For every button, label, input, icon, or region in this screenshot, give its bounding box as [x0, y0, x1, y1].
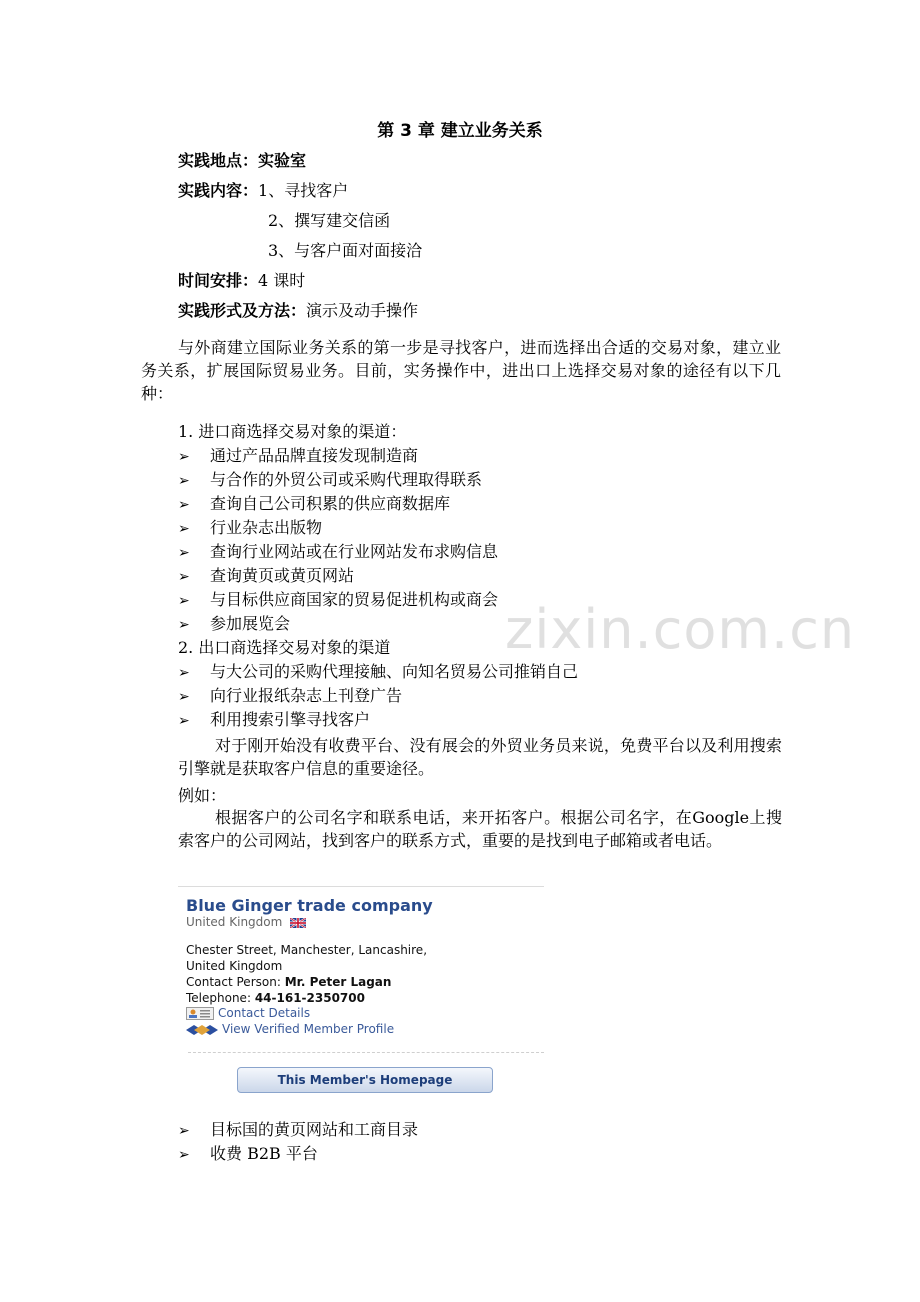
arrow-bullet-icon: ➢	[178, 449, 190, 465]
section1-heading: 1. 进口商选择交易对象的渠道：	[178, 422, 407, 441]
section1-list	[178, 444, 498, 636]
company-country: United Kingdom	[186, 915, 306, 929]
list-item: ➢ 与目标供应商国家的贸易促进机构或商会	[178, 588, 498, 612]
list-item: ➢ 与大公司的采购代理接触、向知名贸易公司推销自己	[178, 660, 578, 684]
list-item: ➢ 查询黄页或黄页网站	[178, 564, 498, 588]
list-item: ➢ 利用搜索引擎寻找客户	[178, 708, 578, 732]
arrow-bullet-icon: ➢	[178, 545, 190, 561]
arrow-bullet-icon: ➢	[178, 497, 190, 513]
arrow-bullet-icon: ➢	[178, 593, 190, 609]
content-item-line	[268, 208, 390, 231]
arrow-bullet-icon: ➢	[178, 1147, 190, 1163]
arrow-bullet-icon: ➢	[178, 617, 190, 633]
list-item: ➢ 通过产品品牌直接发现制造商	[178, 444, 498, 468]
list-item: ➢ 查询行业网站或在行业网站发布求购信息	[178, 540, 498, 564]
location-label: 实践地点：	[178, 151, 259, 170]
method-line	[178, 298, 418, 321]
list-item: ➢ 收费 B2B 平台	[178, 1142, 418, 1166]
list-item: ➢ 目标国的黄页网站和工商目录	[178, 1118, 418, 1142]
company-name[interactable]: Blue Ginger trade company	[186, 896, 433, 915]
method-value: 演示及动手操作	[306, 301, 419, 320]
example-label: 例如：	[178, 786, 227, 805]
card-divider	[178, 886, 544, 887]
intro-paragraph: 与外商建立国际业务关系的第一步是寻找客户，进而选择出合适的交易对象，建立业务关系，扩展国际贸易业务。目前，实务操作中，进出口上选择交易对象的途径有以下几种：	[141, 338, 781, 403]
content-item: 1、寻找客户	[258, 181, 349, 200]
watermark: zixin.com.cn	[505, 598, 856, 661]
location-line	[178, 148, 306, 171]
location-value: 实验室	[258, 151, 307, 170]
content-item: 3、与客户面对面接洽	[268, 241, 423, 260]
content-item: 2、撰写建交信函	[268, 211, 391, 230]
arrow-bullet-icon: ➢	[178, 473, 190, 489]
example-paragraph: 根据客户的公司名字和联系电话，来开拓客户。根据公司名字，在Google上搜索客户的公司网站，找到客户的联系方式，重要的是找到电子邮箱或者电话。	[178, 808, 782, 850]
section2-list	[178, 660, 578, 732]
section3-list	[178, 1118, 418, 1166]
verified-profile-link[interactable]: View Verified Member Profile	[186, 1022, 394, 1036]
content-line	[178, 178, 348, 201]
telephone-number: 44-161-2350700	[254, 991, 365, 1005]
verified-member-icon	[186, 1024, 218, 1036]
time-label: 时间安排：	[178, 271, 259, 290]
arrow-bullet-icon: ➢	[178, 689, 190, 705]
list-item: ➢ 行业杂志出版物	[178, 516, 498, 540]
member-homepage-button[interactable]: This Member's Homepage	[237, 1067, 493, 1093]
card-dashed-divider	[188, 1052, 544, 1053]
time-value: 4 课时	[258, 271, 306, 290]
method-label: 实践形式及方法：	[178, 301, 307, 320]
content-item-line	[268, 238, 422, 261]
contact-details-link[interactable]: Contact Details	[186, 1006, 310, 1020]
section2-heading: 2. 出口商选择交易对象的渠道	[178, 638, 391, 657]
contact-person: Mr. Peter Lagan	[284, 975, 392, 989]
arrow-bullet-icon: ➢	[178, 521, 190, 537]
arrow-bullet-icon: ➢	[178, 665, 190, 681]
arrow-bullet-icon: ➢	[178, 1123, 190, 1139]
list-item: ➢ 与合作的外贸公司或采购代理取得联系	[178, 468, 498, 492]
list-item: ➢ 向行业报纸杂志上刊登广告	[178, 684, 578, 708]
free-platform-paragraph: 对于刚开始没有收费平台、没有展会的外贸业务员来说，免费平台以及利用搜索引擎就是获取客户信息的重要途径。	[178, 736, 782, 778]
chapter-title: 第 3 章 建立业务关系	[377, 121, 543, 141]
company-address: Chester Street, Manchester, Lancashire, United Kingdom Contact Person: Mr. Peter Lagan Telephone: 44-161-2350700	[186, 943, 428, 1005]
arrow-bullet-icon: ➢	[178, 713, 190, 729]
list-item: ➢ 参加展览会	[178, 612, 498, 636]
list-item: ➢ 查询自己公司积累的供应商数据库	[178, 492, 498, 516]
arrow-bullet-icon: ➢	[178, 569, 190, 585]
time-line	[178, 268, 305, 291]
contact-card-icon	[186, 1007, 214, 1020]
content-label: 实践内容：	[178, 181, 259, 200]
company-card	[178, 886, 544, 1104]
uk-flag-icon	[290, 918, 306, 928]
